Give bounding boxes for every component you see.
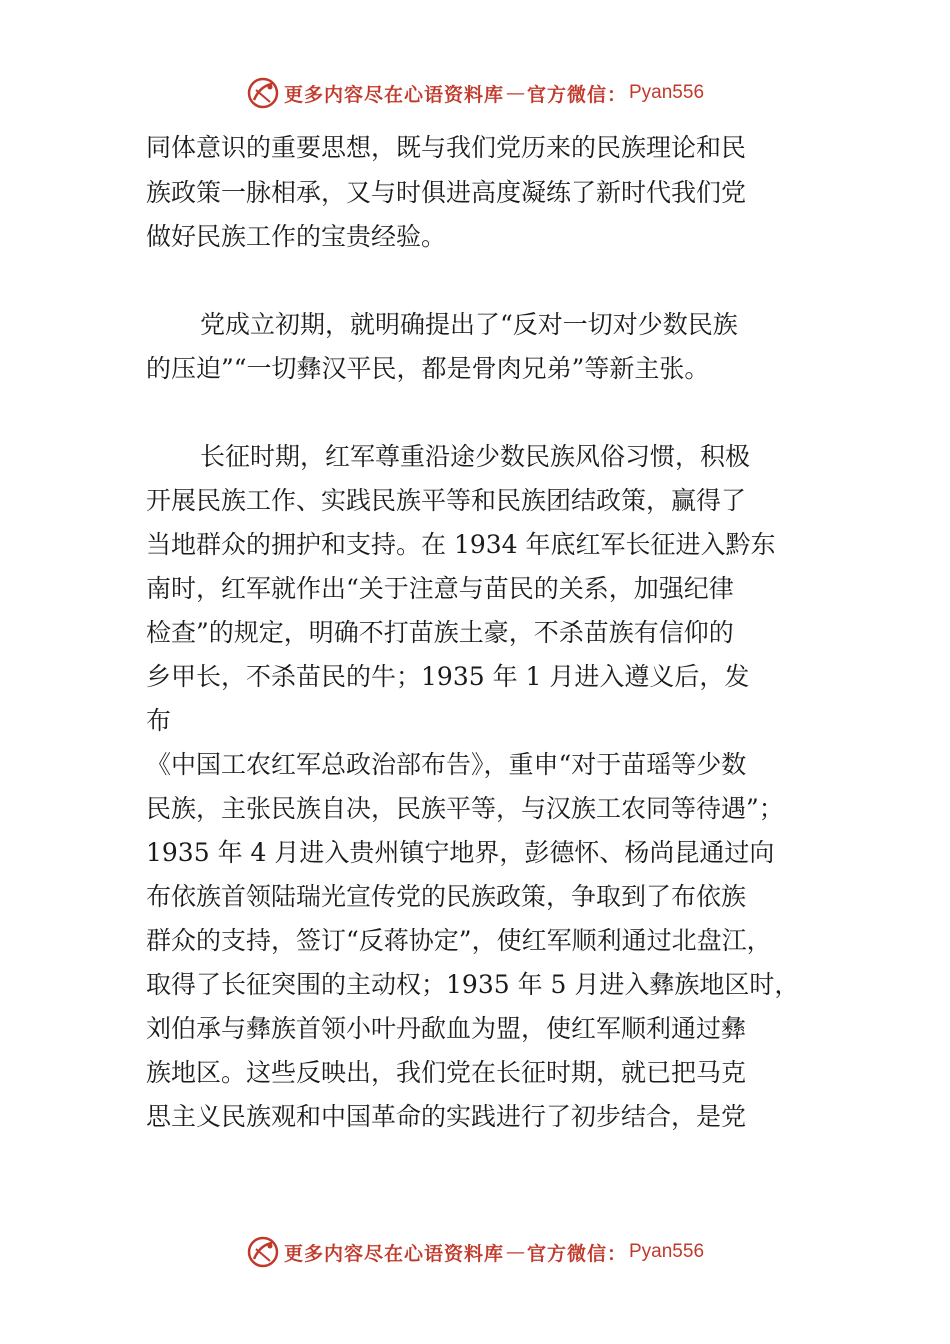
brand-logo-icon bbox=[246, 1235, 280, 1269]
text-line: 开展民族工作、实践民族平等和民族团结政策，赢得了 bbox=[146, 486, 747, 515]
text-line: 群众的支持，签订“反蒋协定”，使红军顺利通过北盘江， bbox=[146, 926, 772, 955]
footer-wechat-label: 官方微信： bbox=[526, 1242, 627, 1265]
text-line: 同体意识的重要思想，既与我们党历来的民族理论和民 bbox=[146, 133, 747, 162]
text-line: 检查”的规定，明确不打苗族土豪，不杀苗族有信仰的 bbox=[146, 618, 734, 647]
text-line: 布 bbox=[146, 706, 172, 735]
text-line: 当地群众的拥护和支持。在 1934 年底红军长征进入黔东 bbox=[146, 530, 776, 559]
text-line: 的压迫”“一切彝汉平民，都是骨肉兄弟”等新主张。 bbox=[146, 354, 710, 383]
header-banner bbox=[0, 73, 950, 113]
brand-logo-icon bbox=[246, 76, 280, 110]
header-brand-text: 更多内容尽在心语资料库 bbox=[283, 83, 504, 106]
text-line: 1935 年 4 月进入贵州镇宁地界，彭德怀、杨尚昆通过向 bbox=[146, 838, 775, 867]
footer-banner bbox=[0, 1232, 950, 1272]
text-line: 族地区。这些反映出，我们党在长征时期，就已把马克 bbox=[146, 1058, 747, 1087]
text-line: 南时，红军就作出“关于注意与苗民的关系，加强纪律 bbox=[146, 574, 734, 603]
text-line: 《中国工农红军总政治部布告》，重申“对于苗瑶等少数 bbox=[146, 750, 747, 779]
text-line: 思主义民族观和中国革命的实践进行了初步结合，是党 bbox=[146, 1102, 747, 1131]
header-separator: — bbox=[505, 82, 525, 104]
header-wechat-id: Pyan556 bbox=[629, 82, 705, 103]
text-line: 取得了长征突围的主动权；1935 年 5 月进入彝族地区时， bbox=[146, 970, 800, 999]
text-line: 布依族首领陆瑞光宣传党的民族政策，争取到了布依族 bbox=[146, 882, 747, 911]
paragraph-first-line: 党成立初期，就明确提出了“反对一切对少数民族 bbox=[200, 310, 738, 339]
footer-brand-text: 更多内容尽在心语资料库 bbox=[283, 1242, 504, 1265]
header-wechat-label: 官方微信： bbox=[526, 83, 627, 106]
footer-wechat-id: Pyan556 bbox=[629, 1241, 705, 1262]
text-line: 做好民族工作的宝贵经验。 bbox=[146, 222, 447, 251]
text-line: 乡甲长，不杀苗民的牛；1935 年 1 月进入遵义后，发 bbox=[146, 662, 750, 691]
text-line: 族政策一脉相承，又与时俱进高度凝练了新时代我们党 bbox=[146, 178, 747, 207]
text-line: 刘伯承与彝族首领小叶丹歃血为盟，使红军顺利通过彝 bbox=[146, 1014, 747, 1043]
footer-separator: — bbox=[505, 1241, 525, 1263]
text-line: 民族，主张民族自决，民族平等，与汉族工农同等待遇”； bbox=[146, 794, 784, 823]
paragraph-first-line: 长征时期，红军尊重沿途少数民族风俗习惯，积极 bbox=[200, 442, 751, 471]
